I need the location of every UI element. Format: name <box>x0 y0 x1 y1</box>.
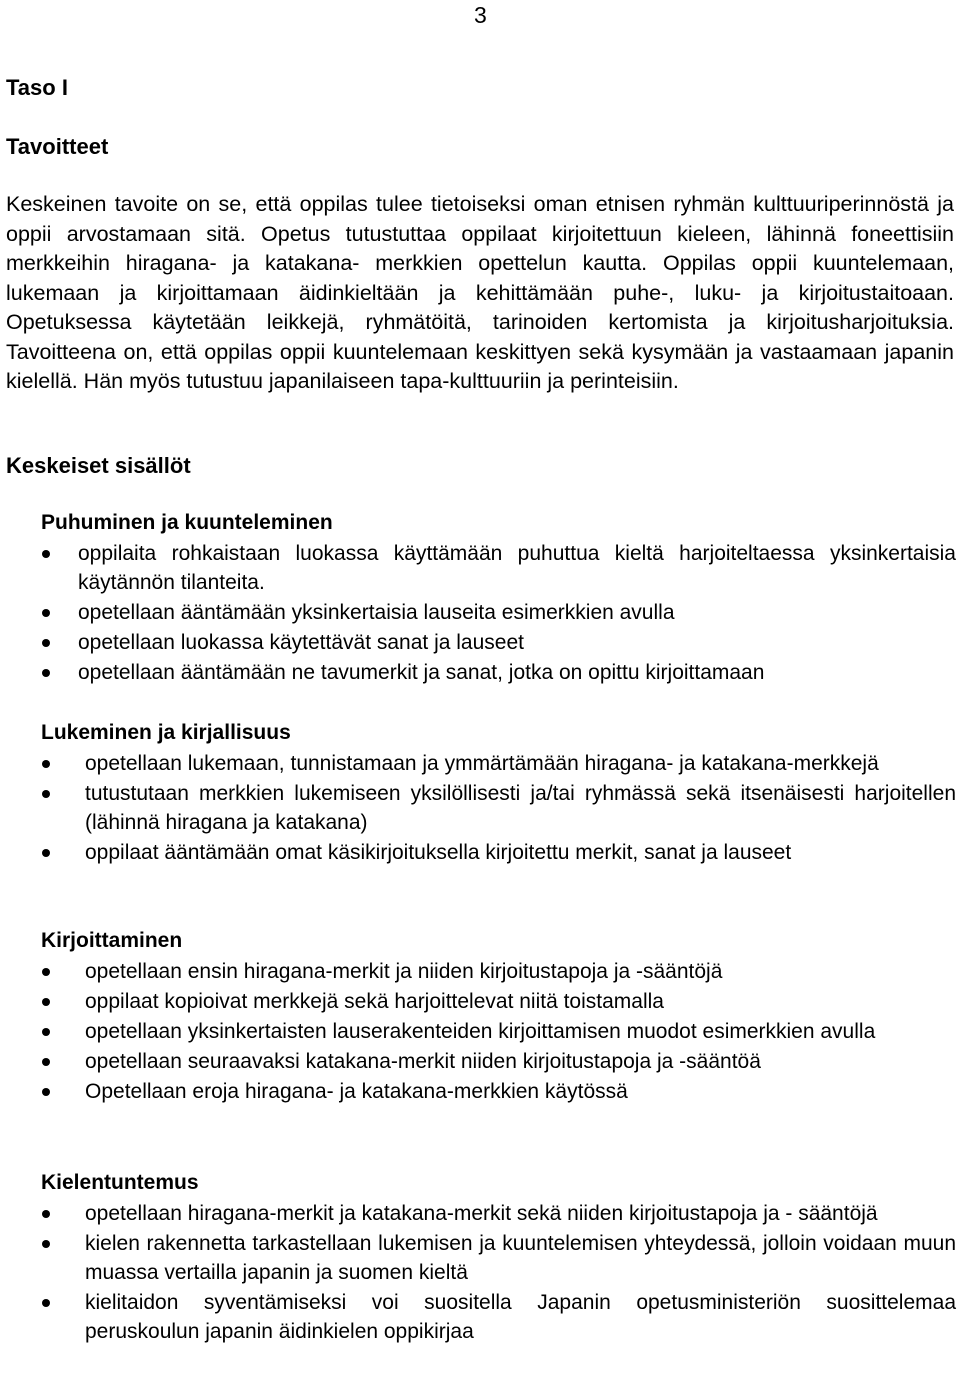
bullet-list <box>41 749 956 867</box>
section-heading: Kielentuntemus <box>41 1171 199 1194</box>
bullet-icon <box>42 669 50 677</box>
bullet-icon <box>42 790 50 798</box>
list-item <box>41 1288 956 1346</box>
section-heading: Puhuminen ja kuunteleminen <box>41 511 333 534</box>
contents-heading: Keskeiset sisällöt <box>6 453 191 478</box>
list-item <box>41 658 956 687</box>
list-item-text: opetellaan ääntämään ne tavumerkit ja sanat, jotka on opittu kirjoittamaan <box>78 661 765 684</box>
bullet-list <box>41 539 956 687</box>
bullet-icon <box>42 550 50 558</box>
list-item <box>41 987 956 1016</box>
list-item <box>41 1077 956 1106</box>
list-item-text: opetellaan ääntämään yksinkertaisia lauseita esimerkkien avulla <box>78 601 675 624</box>
list-item-text: oppilaat ääntämään omat käsikirjoituksella kirjoitettu merkit, sanat ja lauseet <box>85 841 792 864</box>
list-item-text: oppilaita rohkaistaan luokassa käyttämään puhuttua kieltä harjoiteltaessa yksinkertaisia käytännön tilanteita. <box>78 542 956 594</box>
list-item-text: opetellaan luokassa käytettävät sanat ja lauseet <box>78 631 524 654</box>
section-reading-literature <box>41 720 956 868</box>
list-item-text: kielen rakennetta tarkastellaan lukemisen ja kuuntelemisen yhteydessä, jolloin voidaan muun muassa vertailla japanin ja suomen kieltä <box>85 1232 956 1284</box>
bullet-icon <box>42 1058 50 1066</box>
list-item-text: tutustutaan merkkien lukemiseen yksilöllisesti ja/tai ryhmässä sekä itsenäisesti harjoitellen (lähinnä hiragana ja katakana) <box>85 782 956 834</box>
list-item <box>41 539 956 597</box>
section-language-knowledge <box>41 1170 956 1347</box>
list-item-text: opetellaan ensin hiragana-merkit ja niiden kirjoitustapoja ja -sääntöjä <box>85 960 723 983</box>
list-item <box>41 1199 956 1228</box>
list-item-text: opetellaan hiragana-merkit ja katakana-merkit sekä niiden kirjoitustapoja ja - sääntöjä <box>85 1202 878 1225</box>
section-writing <box>41 928 956 1107</box>
section-heading: Lukeminen ja kirjallisuus <box>41 721 291 744</box>
list-item <box>41 957 956 986</box>
list-item-text: opetellaan yksinkertaisten lauserakenteiden kirjoittamisen muodot esimerkkien avulla <box>85 1020 876 1043</box>
bullet-icon <box>42 849 50 857</box>
list-item <box>41 838 956 867</box>
section-speaking-listening <box>41 510 956 688</box>
goals-heading: Tavoitteet <box>6 134 109 159</box>
page-number: 3 <box>474 2 487 28</box>
list-item <box>41 1229 956 1287</box>
list-item <box>41 628 956 657</box>
list-item-text: kielitaidon syventämiseksi voi suositella Japanin opetusministeriön suosittelemaa peruskoulun japanin äidinkielen oppikirjaa <box>85 1291 956 1343</box>
bullet-icon <box>42 1088 50 1096</box>
bullet-icon <box>42 998 50 1006</box>
bullet-icon <box>42 1028 50 1036</box>
bullet-list <box>41 957 956 1106</box>
bullet-icon <box>42 1210 50 1218</box>
bullet-icon <box>42 1299 50 1307</box>
intro-paragraph: Keskeinen tavoite on se, että oppilas tulee tietoiseksi oman etnisen ryhmän kulttuuriperinnöstä ja oppii arvostamaan sitä. Opetus tutustuttaa oppilaat kirjoitettuun kieleen, lähinnä foneettisiin merkkeihin hiragana- ja katakana- merkkien opettelun kautta. Oppilas oppii kuuntelemaan, lukemaan ja kirjoittamaan äidinkieltään ja kehittämään puhe-, luku- ja kirjoitustaitoaan. Opetuksessa käytetään leikkejä, ryhmätöitä, tarinoiden kertomista ja kirjoitusharjoituksia. Tavoitteena on, että oppilas oppii kuuntelemaan keskittyen sekä kysymään ja vastaamaan japanin kielellä. Hän myös tutustuu japanilaiseen tapa-kulttuuriin ja perinteisiin. <box>6 192 954 393</box>
level-title: Taso I <box>6 75 68 100</box>
list-item-text: opetellaan lukemaan, tunnistamaan ja ymmärtämään hiragana- ja katakana-merkkejä <box>85 752 879 775</box>
list-item <box>41 1047 956 1076</box>
bullet-list <box>41 1199 956 1346</box>
list-item <box>41 598 956 627</box>
bullet-icon <box>42 639 50 647</box>
list-item-text: Opetellaan eroja hiragana- ja katakana-merkkien käytössä <box>85 1080 628 1103</box>
list-item <box>41 1017 956 1046</box>
bullet-icon <box>42 1240 50 1248</box>
bullet-icon <box>42 609 50 617</box>
list-item-text: oppilaat kopioivat merkkejä sekä harjoittelevat niitä toistamalla <box>85 990 664 1013</box>
list-item <box>41 779 956 837</box>
list-item <box>41 749 956 778</box>
bullet-icon <box>42 760 50 768</box>
list-item-text: opetellaan seuraavaksi katakana-merkit niiden kirjoitustapoja ja -sääntöä <box>85 1050 761 1073</box>
section-heading: Kirjoittaminen <box>41 929 183 952</box>
bullet-icon <box>42 968 50 976</box>
